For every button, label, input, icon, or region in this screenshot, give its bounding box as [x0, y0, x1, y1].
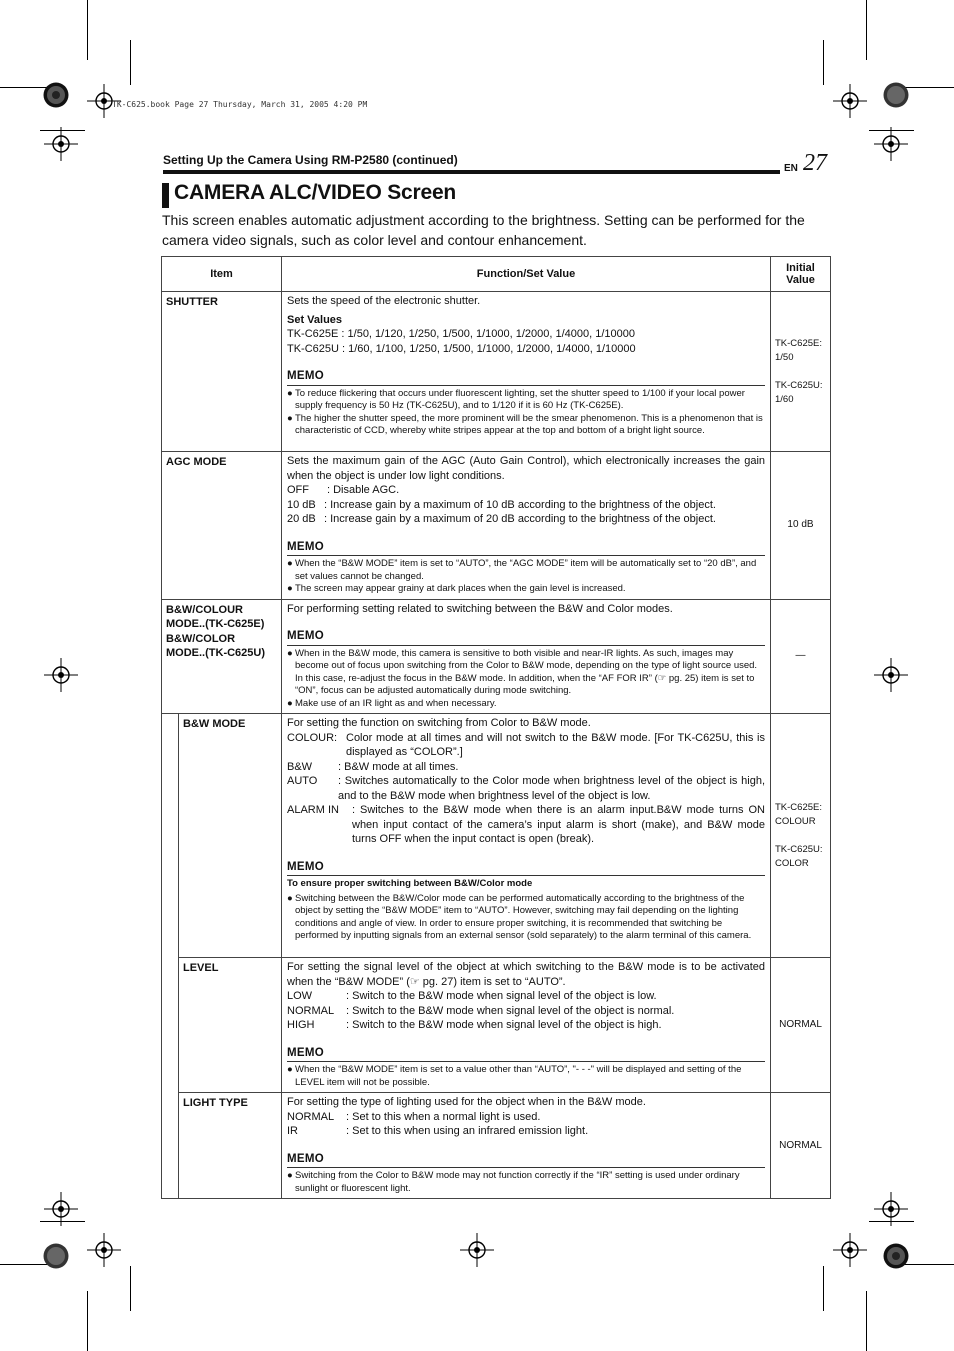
registration-target-icon — [44, 127, 78, 161]
initial-level: NORMAL — [771, 958, 831, 1093]
function-shutter — [282, 292, 771, 452]
option-row: NORMAL : Switch to the B&W mode when signal level of the object is normal. — [287, 1004, 675, 1017]
starburst-mark-icon — [43, 1243, 69, 1269]
registration-target-icon — [44, 658, 78, 692]
item-level: LEVEL — [179, 958, 282, 1093]
table-row — [162, 599, 831, 714]
option-row: NORMAL : Set to this when a normal light is used. — [287, 1110, 541, 1123]
memo-note: ● When in the B&W mode, this camera is sensitive to both visible and near-IR lights. As such, images may become out of focus upon switching from the Color to B&W mode, depending on the type of light source used. In this case, re-adjust the focus in the B&W mode. In addition, when the “AF FOR IR” (☞ pg. 25) item is set to “ON”, focus can be adjusted automatically during mode switching. — [287, 647, 758, 696]
crop-mark — [866, 0, 867, 60]
table-row — [162, 958, 831, 1093]
memo-label: MEMO — [287, 630, 324, 642]
memo-rule — [287, 875, 765, 876]
agc-description: Sets the maximum gain of the AGC (Auto Gain Control), which electronically increases the gain when the object is under low light conditions. — [287, 455, 765, 482]
shutter-values-e: TK-C625E : 1/50, 1/120, 1/250, 1/500, 1/1000, 1/2000, 1/4000, 1/10000 — [287, 328, 635, 340]
option-row: AUTO : Switches automatically to the Color mode when brightness level of the object is high, and to the B&W mode when brightness level of the object is low. — [287, 775, 765, 802]
table-header-row — [162, 257, 831, 292]
memo-note: ● The higher the shutter speed, the more prominent will be the smear phenomenon. This is a phenomenon that is characteristic of CCD, whereby white stripes appear at the top and bottom of a bright light source. — [287, 412, 763, 436]
header-rule — [163, 170, 780, 174]
memo-label: MEMO — [287, 370, 324, 382]
column-header-initial: Initial Value — [771, 257, 831, 292]
settings-table — [161, 256, 831, 1199]
option-row: 20 dB : Increase gain by a maximum of 20 dB according to the brightness of the object. — [287, 513, 716, 525]
option-row: ALARM IN : Switches to the B&W mode when there is an alarm input.B&W mode turns ON when input contact of the camera’s input alarm is short (make), and B&W mode turns OFF when the input contact is open (break). — [287, 804, 765, 845]
intro-paragraph: This screen enables automatic adjustment according to the brightness. Setting can be performed for the camera video signals, such as color level and contour enhancement. — [162, 212, 805, 248]
crop-mark — [87, 1291, 88, 1351]
shutter-values-u: TK-C625U : 1/60, 1/100, 1/250, 1/500, 1/1000, 1/2000, 1/4000, 1/10000 — [287, 342, 636, 355]
item-light-type: LIGHT TYPE — [179, 1093, 282, 1199]
registration-target-icon — [833, 84, 867, 118]
column-header-function: Function/Set Value — [282, 257, 771, 292]
memo-label: MEMO — [287, 1046, 324, 1059]
crop-mark — [130, 1266, 131, 1311]
memo-rule — [287, 1167, 765, 1168]
item-shutter: SHUTTER — [162, 292, 282, 452]
function-bw-mode — [282, 714, 771, 958]
registration-target-icon — [460, 1233, 494, 1267]
option-row: B&W : B&W mode at all times. — [287, 760, 459, 773]
option-row: HIGH : Switch to the B&W mode when signal level of the object is high. — [287, 1019, 662, 1031]
crop-mark — [823, 40, 824, 85]
function-bw-colour-mode — [282, 599, 771, 714]
registration-target-icon — [874, 658, 908, 692]
language-label: EN — [784, 163, 798, 174]
memo-note: ● The screen may appear grainy at dark places when the gain level is increased. — [287, 583, 626, 594]
memo-rule — [287, 555, 765, 556]
function-level — [282, 958, 771, 1093]
memo-rule — [287, 1061, 765, 1062]
function-light-type — [282, 1093, 771, 1199]
function-agc-mode — [282, 452, 771, 600]
initial-bw-colour-mode: — — [771, 599, 831, 714]
bw-colour-description: For performing setting related to switching between the B&W and Color modes. — [287, 602, 673, 615]
level-description: For setting the signal level of the object at which switching to the B&W mode is to be activated when the “B&W MODE” (☞ pg. 27) item is set to “AUTO”. — [287, 961, 765, 988]
registration-target-icon — [87, 1233, 121, 1267]
table-row — [162, 714, 831, 958]
title-marker — [162, 183, 169, 208]
memo-label: MEMO — [287, 540, 324, 553]
crop-mark — [823, 1266, 824, 1311]
memo-heading: To ensure proper switching between B&W/Color mode — [287, 878, 533, 889]
crop-mark — [866, 1291, 867, 1351]
initial-light-type: NORMAL — [771, 1093, 831, 1199]
memo-note: ● Switching between the B&W/Color mode can be performed automatically according to the brightness of the object by setting the “B&W MODE” item to “AUTO”. However, switching may fail depending on the lighting conditions and angle of view. In order to ensure proper switching, it is recommended that switching be performed by inputting signals from an external sensor (sold separately) to the alarm terminal of this camera. — [287, 892, 752, 941]
option-row: 10 dB : Increase gain by a maximum of 10 dB according to the brightness of the object. — [287, 498, 716, 511]
option-row: LOW : Switch to the B&W mode when signal level of the object is low. — [287, 990, 657, 1002]
memo-rule — [287, 385, 765, 386]
memo-label: MEMO — [287, 860, 324, 873]
registration-target-icon — [833, 1233, 867, 1267]
indent-cell — [162, 958, 179, 1093]
table-row — [162, 1093, 831, 1199]
memo-label: MEMO — [287, 1152, 324, 1165]
table-row — [162, 452, 831, 600]
memo-note: ● When the “B&W MODE” item is set to a value other than “AUTO”, "- - -" will be displayed and setting of the LEVEL item will not be possible. — [287, 1064, 742, 1088]
item-bw-colour-mode: B&W/COLOUR MODE..(TK-C625E) B&W/COLOR MODE..(TK-C625U) — [162, 599, 282, 714]
running-head: Setting Up the Camera Using RM-P2580 (continued) — [163, 153, 458, 167]
shutter-description: Sets the speed of the electronic shutter. — [287, 295, 481, 307]
starburst-mark-icon — [883, 1243, 909, 1269]
indent-cell — [162, 1093, 179, 1199]
option-row: OFF : Disable AGC. — [287, 484, 400, 496]
memo-note: ● Make use of an IR light as and when necessary. — [287, 697, 497, 709]
memo-note: ● To reduce flickering that occurs under fluorescent lighting, set the shutter speed to 1/100 if your local power supply frequency is 50 Hz (TK-C625U), and to 1/120 if it is 60 Hz (TK-C625E). — [287, 387, 745, 411]
page-title: CAMERA ALC/VIDEO Screen — [174, 181, 457, 204]
item-bw-mode: B&W MODE — [179, 714, 282, 958]
print-info: TK-C625.book Page 27 Thursday, March 31, 2005 4:20 PM — [112, 100, 368, 109]
initial-agc-mode: 10 dB — [771, 452, 831, 600]
option-row: IR : Set to this when using an infrared emission light. — [287, 1125, 589, 1137]
crop-mark — [130, 40, 131, 85]
starburst-mark-icon — [43, 82, 69, 108]
starburst-mark-icon — [883, 82, 909, 108]
registration-target-icon — [44, 1192, 78, 1226]
registration-target-icon — [874, 127, 908, 161]
memo-note: ● When the “B&W MODE” item is set to “AUTO”, the “AGC MODE” item will be automatically set to “20 dB”, and set values cannot be changed. — [287, 558, 757, 582]
bw-mode-description: For setting the function on switching from Color to B&W mode. — [287, 717, 591, 729]
registration-target-icon — [874, 1192, 908, 1226]
memo-note: ● Switching from the Color to B&W mode may not function correctly if the “IR” setting is used under ordinary sunlight or fluorescent light. — [287, 1170, 740, 1194]
option-row: COLOUR: Color mode at all times and will not switch to the B&W mode. [For TK-C625U, this is displayed as “COLOR”.] — [287, 731, 765, 758]
column-header-item: Item — [162, 257, 282, 292]
table-row — [162, 292, 831, 452]
page-number: 27 — [803, 150, 827, 176]
initial-bw-mode: TK-C625E: COLOUR TK-C625U: COLOR — [771, 714, 831, 958]
light-type-description: For setting the type of lighting used for the object when in the B&W mode. — [287, 1096, 646, 1108]
memo-rule — [287, 645, 765, 646]
item-agc-mode: AGC MODE — [162, 452, 282, 600]
set-values-label: Set Values — [287, 313, 343, 326]
indent-cell — [162, 714, 179, 958]
crop-mark — [87, 0, 88, 60]
initial-shutter: TK-C625E: 1/50 TK-C625U: 1/60 — [771, 292, 831, 452]
